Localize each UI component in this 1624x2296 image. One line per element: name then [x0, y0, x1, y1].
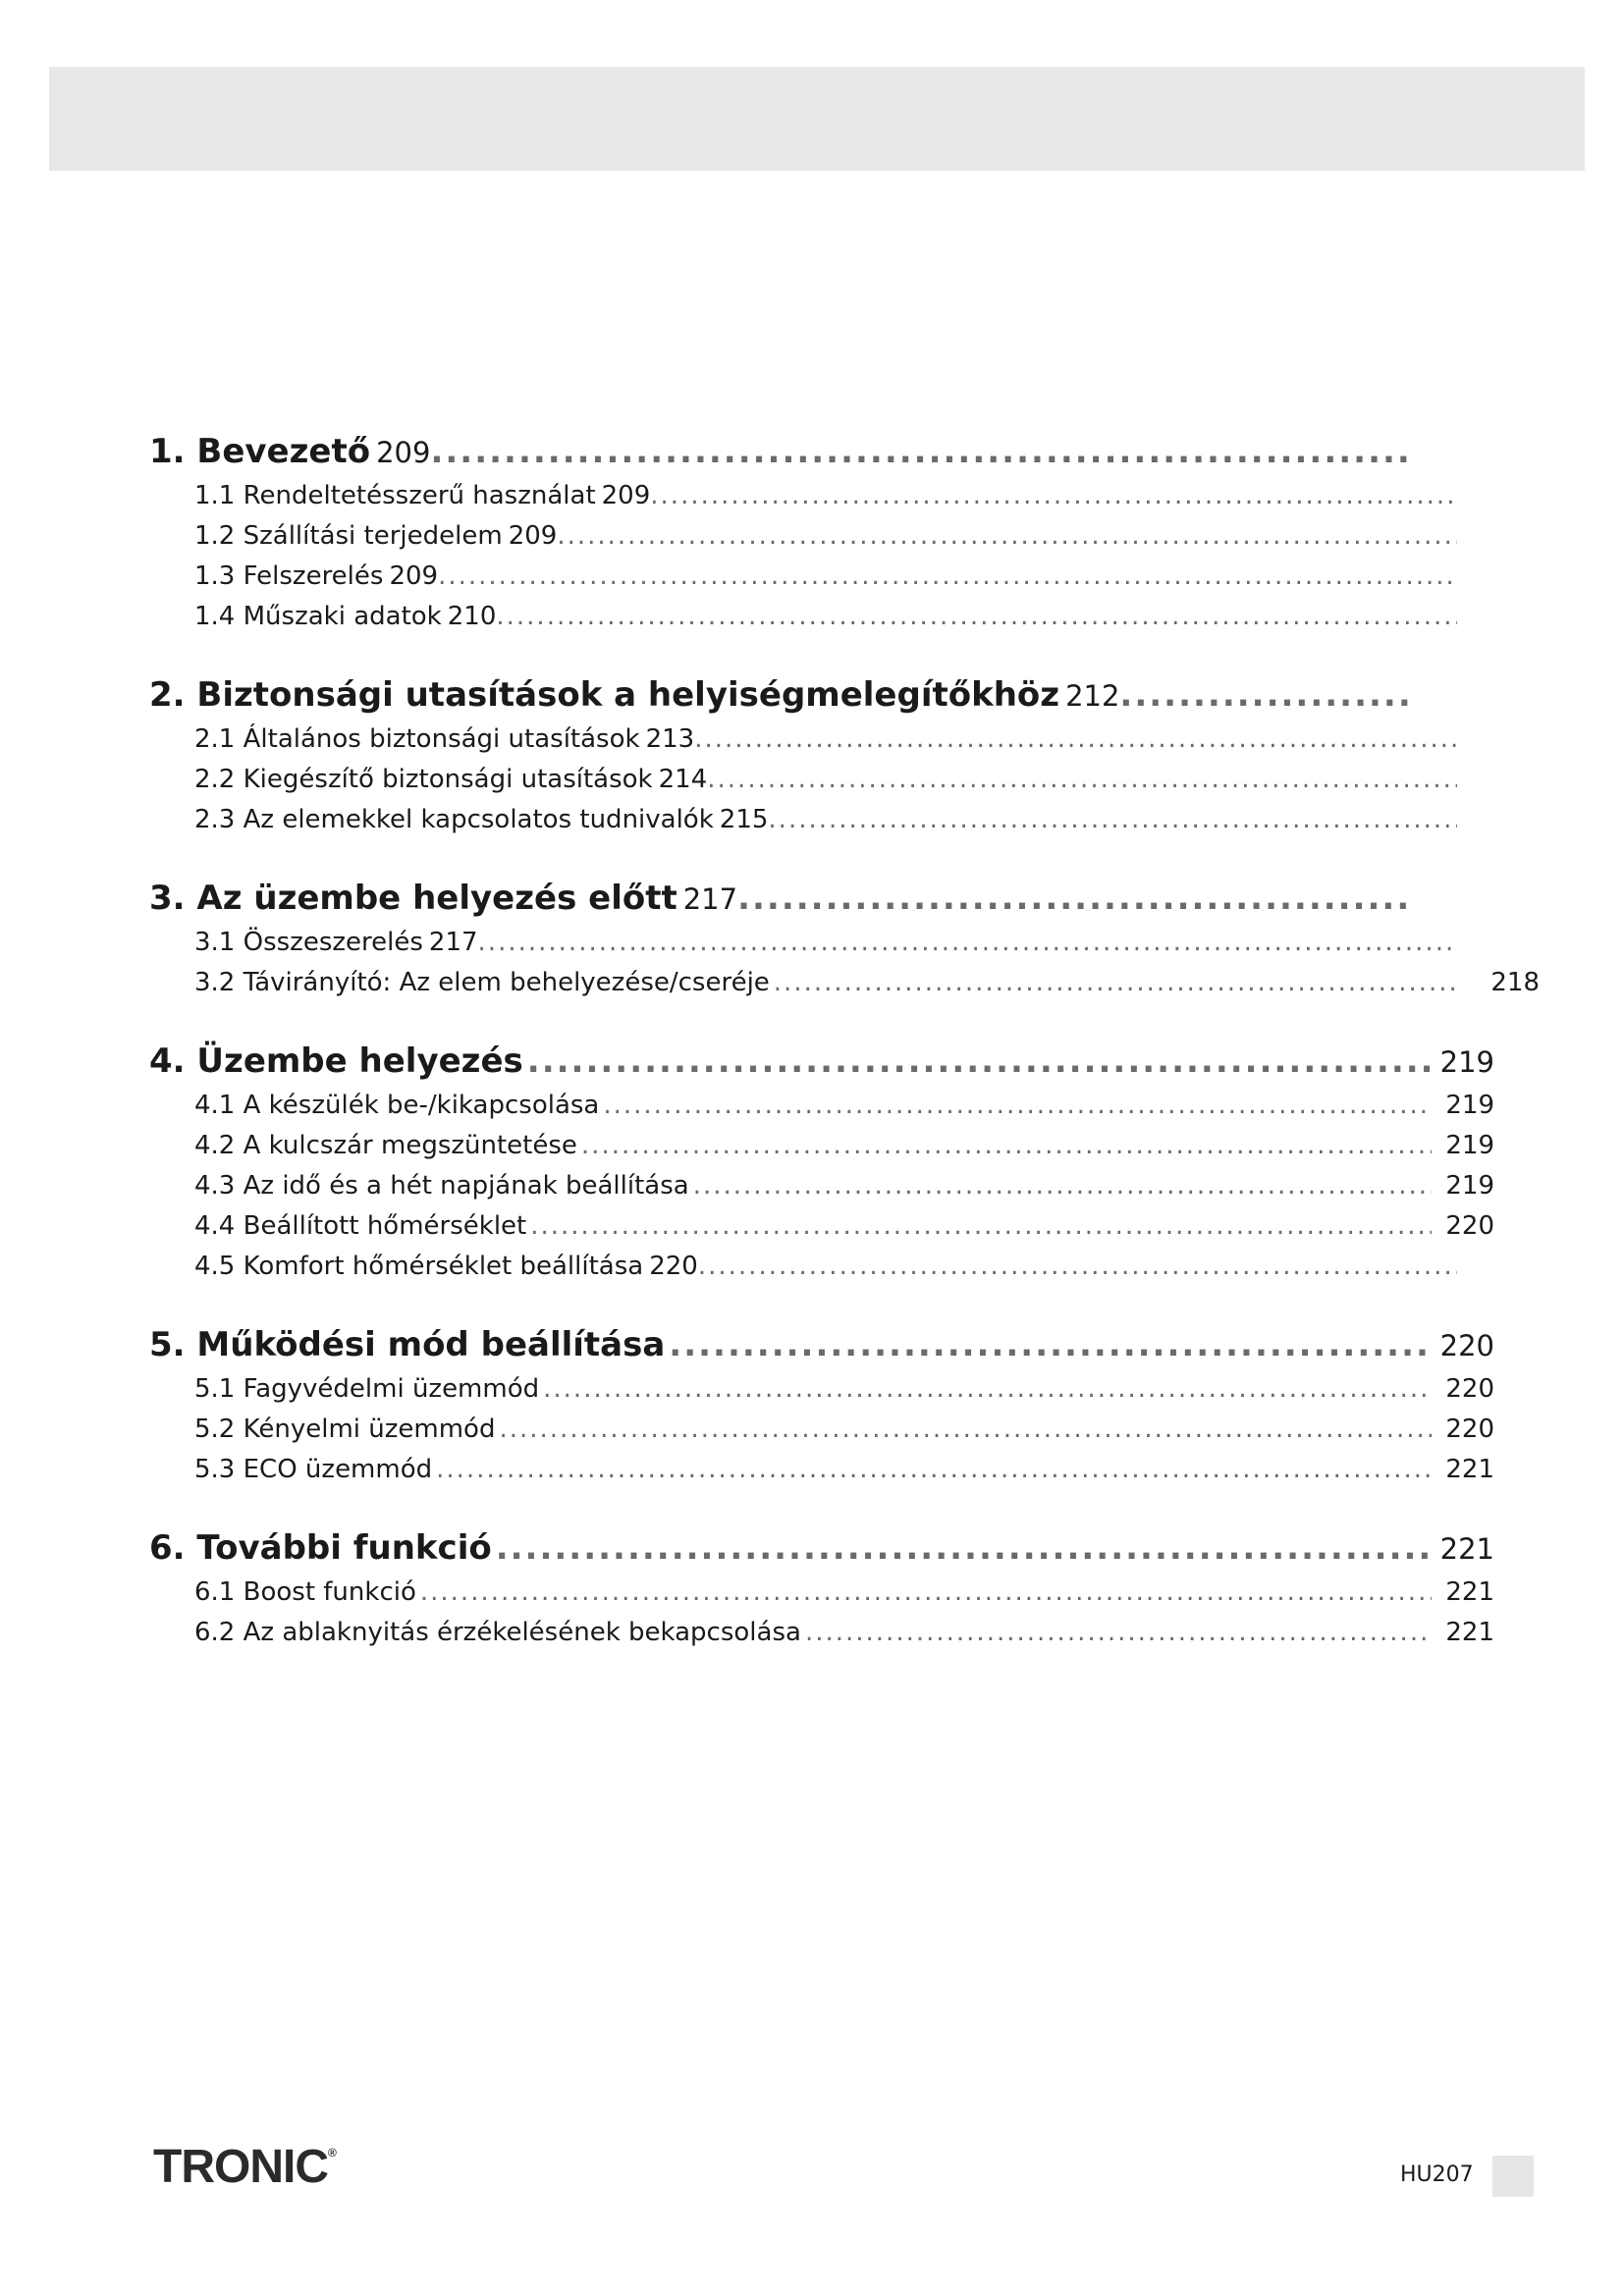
toc-entry-text: A készülék be-/kikapcsolása — [243, 1091, 600, 1120]
dot-leader — [707, 765, 1457, 794]
toc-entry-number: 6. — [149, 1528, 186, 1568]
toc-entry-text: Biztonsági utasítások a helyiségmelegítőkhöz — [196, 675, 1060, 715]
toc-entry-title — [194, 602, 442, 631]
toc-section — [149, 432, 1494, 642]
toc-section-entry[interactable] — [149, 1041, 1494, 1091]
toc-entry-title — [149, 1325, 665, 1364]
toc-entry-title — [194, 1091, 599, 1120]
dot-leader — [430, 432, 1412, 471]
toc-entry-title — [194, 561, 383, 591]
toc-entry-text: Műszaki adatok — [243, 602, 442, 631]
toc-section-entry[interactable] — [149, 675, 1416, 724]
dot-leader — [438, 561, 1457, 591]
toc-entry-text: Általános biztonsági utasítások — [243, 724, 640, 754]
toc-entry-title — [194, 765, 653, 794]
toc-subsection-entry[interactable] — [149, 1618, 1494, 1658]
toc-entry-number: 4.3 — [194, 1171, 236, 1201]
dot-leader — [694, 724, 1457, 754]
toc-entry-number: 3.1 — [194, 928, 236, 957]
toc-section — [149, 1528, 1494, 1658]
toc-subsection-entry[interactable] — [149, 481, 1461, 521]
toc-subsection-entry[interactable] — [149, 602, 1461, 642]
toc-entry-title — [149, 879, 677, 918]
toc-page-number: 215 — [719, 805, 769, 834]
toc-page-number: 221 — [1439, 1532, 1494, 1566]
toc-page-number: 219 — [1445, 1131, 1494, 1160]
toc-page-number: 209 — [376, 436, 431, 469]
toc-entry-text: Üzembe helyezés — [196, 1041, 523, 1081]
toc-entry-number: 2.3 — [194, 805, 236, 834]
dot-leader — [530, 1211, 1432, 1241]
toc-page-number: 221 — [1445, 1618, 1494, 1647]
toc-entry-title — [194, 928, 423, 957]
toc-entry-number: 2. — [149, 675, 186, 715]
toc-entry-title — [149, 1041, 523, 1081]
toc-entry-text: Az elemekkel kapcsolatos tudnivalók — [243, 805, 714, 834]
toc-entry-number: 4.4 — [194, 1211, 236, 1241]
toc-page-number: 221 — [1445, 1577, 1494, 1607]
toc-section — [149, 1041, 1494, 1292]
toc-entry-title — [194, 1618, 801, 1647]
toc-page-number: 213 — [645, 724, 695, 754]
toc-subsection-entry[interactable] — [149, 1131, 1494, 1171]
toc-entry-text: Távirányító: Az elem behelyezése/cseréje — [243, 968, 770, 997]
toc-page-number: 218 — [1490, 968, 1540, 997]
dot-leader — [478, 928, 1457, 957]
dot-leader — [557, 521, 1457, 551]
toc-section-entry[interactable] — [149, 1528, 1494, 1577]
toc-section-entry[interactable] — [149, 879, 1416, 928]
toc-entry-title — [194, 1415, 495, 1444]
toc-entry-number: 4.2 — [194, 1131, 236, 1160]
toc-entry-title — [194, 724, 640, 754]
toc-entry-title — [194, 968, 770, 997]
dot-leader — [420, 1577, 1432, 1607]
toc-entry-title — [194, 805, 714, 834]
dot-leader — [527, 1041, 1432, 1081]
toc-subsection-entry[interactable] — [149, 1252, 1461, 1292]
dot-leader — [805, 1618, 1432, 1647]
toc-subsection-entry[interactable] — [149, 1171, 1494, 1211]
dot-leader — [693, 1171, 1432, 1201]
dot-leader — [768, 805, 1457, 834]
toc-entry-number: 4.5 — [194, 1252, 236, 1281]
toc-entry-title — [194, 1171, 689, 1201]
toc-entry-text: Beállított hőmérséklet — [243, 1211, 527, 1241]
toc-page-number: 217 — [682, 882, 738, 916]
toc-page-number: 220 — [1439, 1329, 1494, 1362]
toc-subsection-entry[interactable] — [149, 521, 1461, 561]
dot-leader — [581, 1131, 1432, 1160]
toc-entry-text: Bevezető — [196, 432, 371, 471]
dot-leader — [603, 1091, 1432, 1120]
toc-entry-number: 1.1 — [194, 481, 236, 510]
toc-subsection-entry[interactable] — [149, 1211, 1494, 1252]
toc-entry-title — [194, 1374, 539, 1404]
toc-page-number: 209 — [508, 521, 558, 551]
toc-entry-title — [194, 481, 596, 510]
toc-subsection-entry[interactable] — [149, 805, 1461, 845]
toc-subsection-entry[interactable] — [149, 1415, 1494, 1455]
tronic-logo: TRONIC® — [153, 2141, 336, 2193]
toc-section-entry[interactable] — [149, 432, 1416, 481]
toc-entry-title — [194, 1131, 577, 1160]
toc-page-number: 209 — [601, 481, 651, 510]
toc-page-number: 214 — [658, 765, 708, 794]
toc-section — [149, 879, 1540, 1008]
toc-page-number: 220 — [1445, 1415, 1494, 1444]
toc-page-number: 221 — [1445, 1455, 1494, 1484]
dot-leader — [774, 968, 1455, 997]
toc-entry-text: ECO üzemmód — [243, 1455, 433, 1484]
dot-leader — [543, 1374, 1432, 1404]
toc-entry-number: 5.1 — [194, 1374, 236, 1404]
toc-page-number: 212 — [1065, 679, 1120, 713]
toc-entry-number: 4. — [149, 1041, 186, 1081]
toc-entry-number: 5. — [149, 1325, 186, 1364]
toc-entry-number: 1.2 — [194, 521, 236, 551]
toc-page-number: 217 — [428, 928, 478, 957]
toc-subsection-entry[interactable] — [149, 928, 1461, 968]
toc-entry-title — [149, 1528, 492, 1568]
dot-leader — [650, 481, 1457, 510]
toc-page-number: 210 — [447, 602, 497, 631]
toc-entry-text: Fagyvédelmi üzemmód — [243, 1374, 540, 1404]
toc-page-number: 220 — [1445, 1374, 1494, 1404]
page-tab-marker — [1492, 2156, 1534, 2197]
toc-page-number: 220 — [1445, 1211, 1494, 1241]
dot-leader — [496, 1528, 1432, 1568]
toc-section-entry[interactable] — [149, 1325, 1494, 1374]
toc-entry-number: 3. — [149, 879, 186, 918]
toc-entry-text: Kényelmi üzemmód — [243, 1415, 496, 1444]
toc-entry-number: 5.3 — [194, 1455, 236, 1484]
toc-entry-number: 6.2 — [194, 1618, 236, 1647]
toc-entry-number: 5.2 — [194, 1415, 236, 1444]
toc-entry-text: Működési mód beállítása — [196, 1325, 666, 1364]
dot-leader — [1119, 675, 1412, 715]
toc-entry-number: 1.4 — [194, 602, 236, 631]
toc-page-number: 220 — [649, 1252, 698, 1281]
toc-entry-title — [194, 1211, 526, 1241]
toc-entry-number: 6.1 — [194, 1577, 236, 1607]
dot-leader — [669, 1325, 1432, 1364]
toc-entry-text: Összeszerelés — [243, 928, 423, 957]
toc-subsection-entry[interactable] — [149, 968, 1540, 1008]
toc-entry-title — [194, 1252, 643, 1281]
toc-entry-text: Komfort hőmérséklet beállítása — [243, 1252, 644, 1281]
toc-page-number: 219 — [1439, 1045, 1494, 1079]
toc-entry-text: A kulcszár megszüntetése — [243, 1131, 577, 1160]
toc-entry-text: Az idő és a hét napjának beállítása — [243, 1171, 689, 1201]
toc-entry-number: 2.2 — [194, 765, 236, 794]
table-of-contents — [149, 432, 1540, 1691]
toc-entry-text: Felszerelés — [243, 561, 384, 591]
toc-section — [149, 675, 1494, 845]
dot-leader — [737, 879, 1412, 918]
toc-entry-title — [149, 675, 1059, 715]
toc-entry-title — [194, 1455, 432, 1484]
toc-entry-text: Az üzembe helyezés előtt — [196, 879, 677, 918]
toc-entry-title — [149, 432, 370, 471]
toc-entry-text: Kiegészítő biztonsági utasítások — [243, 765, 653, 794]
toc-entry-number: 2.1 — [194, 724, 236, 754]
toc-page-number: 219 — [1445, 1171, 1494, 1201]
toc-entry-title — [194, 1577, 416, 1607]
toc-subsection-entry[interactable] — [149, 724, 1461, 765]
toc-entry-text: További funkció — [196, 1528, 492, 1568]
toc-section — [149, 1325, 1494, 1495]
page-number: HU207 — [1400, 2163, 1474, 2187]
toc-page-number: 219 — [1445, 1091, 1494, 1120]
toc-entry-title — [194, 521, 503, 551]
toc-entry-number: 1. — [149, 432, 186, 471]
dot-leader — [496, 602, 1457, 631]
toc-entry-number: 1.3 — [194, 561, 236, 591]
toc-subsection-entry[interactable] — [149, 765, 1461, 805]
toc-subsection-entry[interactable] — [149, 1374, 1494, 1415]
header-band — [49, 67, 1585, 171]
toc-entry-text: Szállítási terjedelem — [243, 521, 503, 551]
toc-subsection-entry[interactable] — [149, 1577, 1494, 1618]
toc-entry-text: Rendeltetésszerű használat — [243, 481, 596, 510]
toc-subsection-entry[interactable] — [149, 561, 1461, 602]
toc-entry-text: Boost funkció — [243, 1577, 416, 1607]
toc-entry-text: Az ablaknyitás érzékelésének bekapcsolása — [243, 1618, 801, 1647]
toc-subsection-entry[interactable] — [149, 1455, 1494, 1495]
dot-leader — [499, 1415, 1432, 1444]
toc-page-number: 209 — [389, 561, 439, 591]
dot-leader — [698, 1252, 1457, 1281]
toc-entry-number: 3.2 — [194, 968, 236, 997]
toc-subsection-entry[interactable] — [149, 1091, 1494, 1131]
dot-leader — [436, 1455, 1432, 1484]
toc-entry-number: 4.1 — [194, 1091, 236, 1120]
